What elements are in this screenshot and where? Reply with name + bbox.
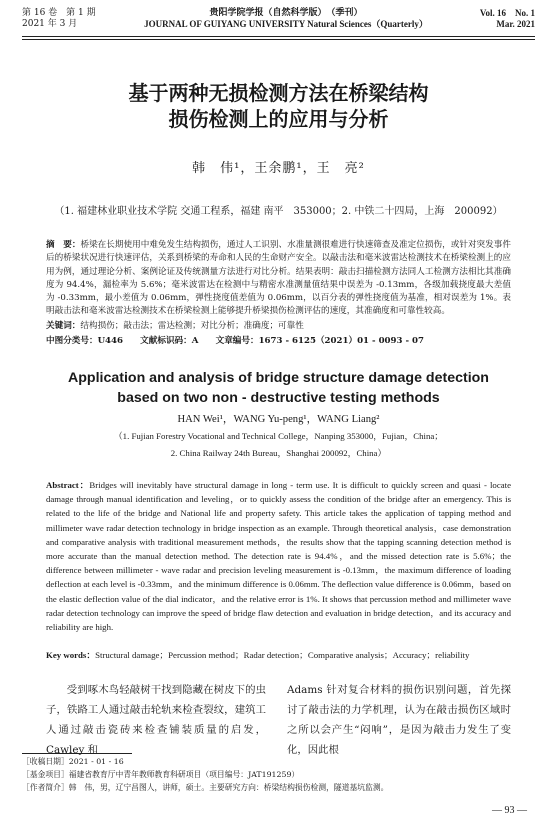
volume-number-en: Vol. 16 No. 1 (479, 8, 535, 18)
footnote-received: ［收稿日期］2021 - 01 - 16 (22, 757, 124, 766)
body-text-right-column: Adams 针对复合材料的损伤识别问题，首先探讨了敲击法的力学机理，认为在敲击损伤区域时之所以会产生“闷响”，是因为敲击力发生了变化，因此根 (287, 684, 511, 756)
title-cn-line-1: 基于两种无损检测方法在桥梁结构 (128, 81, 429, 105)
keywords-cn-label: 关键词： (46, 321, 81, 331)
volume-info-en (480, 8, 535, 30)
keywords-en (46, 648, 511, 661)
footnote-rule (22, 753, 132, 754)
issue-info (22, 8, 96, 30)
page-number: — 93 — (492, 805, 527, 816)
affiliation-en-line-2: 2. China Railway 24th Bureau，Shanghai 200092，China） (170, 448, 387, 458)
journal-name-cn: 贵阳学院学报（自然科学版） （季刊） (209, 8, 363, 18)
affiliation-cn: （1. 福建林业职业技术学院 交通工程系，福建 南平 353000；2. 中铁二十四局，上海 200092） (54, 206, 503, 217)
title-en-line-2: based on two non - destructive testing methods (117, 390, 440, 406)
issue-date: 2021 年 3 月 (22, 19, 78, 29)
footnote-fund: ［基金项目］福建省教育厅中青年教师教育科研项目（项目编号：JAT191259） (22, 770, 300, 779)
footnote-author: ［作者简介］韩 伟，男，辽宁昌图人，讲师，硕士。主要研究方向：桥梁结构损伤检测，隧道基坑监测。 (22, 783, 389, 792)
abstract-en-text: Bridges will inevitably have structural damage in long - term use. It is difficult to quickly screen and quasi - locate damage through manual identification and leveling，or to quickly assess the condition of the bridge after an emergency. This is related to the life of the bridge and National life and property safety. This article takes the application of tapping method and millimeter wave radar detection technology in bridge inspection as an example. Through theoretical analysis，case demonstration and comparative analysis with traditional measurement methods，the results show that the tapping scanning detection method is more accurate than the manual detection method. The detection rate is 94.4%，and the missed detection rate is 5.6%；the difference between millimeter - wave radar and precision leveling measurement is -0.13mm，the maximum difference of loading deflection at each level is -0.33mm，and the minimum difference is 0.06mm. The deflection value difference is 0.06mm，based on the elastic deflection value of the dial indicator，and the relative error is 1%. It shows that percussion method and millimeter wave radar detection technology can improve the speed of bridge flaw detection and evaluation in bridge detection，and its accuracy and reliability are high. (46, 480, 511, 633)
issue-date-en: Mar. 2021 (496, 19, 535, 29)
journal-name-en: JOURNAL OF GUIYANG UNIVERSITY Natural Sciences（Quarterly） (144, 19, 428, 29)
abstract-en (46, 478, 511, 634)
authors-cn: 韩 伟¹，王余鹏¹，王 亮² (192, 161, 365, 176)
keywords-en-label: Key words： (46, 650, 96, 660)
authors-en: HAN Wei¹，WANG Yu-peng¹，WANG Liang² (177, 414, 380, 425)
article-title-en (0, 368, 557, 408)
classification-cn: 中图分类号：U446 文献标识码：A 文章编号：1673 - 6125（2021）01 - 0093 - 07 (46, 336, 425, 346)
affiliation-en-line-1: （1. Fujian Forestry Vocational and Technical College，Nanping 353000，Fujian，China； (113, 431, 444, 441)
journal-header (22, 8, 535, 38)
header-rule-bottom (22, 39, 535, 40)
affiliation-en (0, 428, 557, 462)
keywords-en-text: Structural damage；Percussion method；Radar detection；Comparative analysis；Accuracy；reliability (95, 650, 470, 660)
body-text-left-column: 受到啄木鸟轻敲树干找到隐藏在树皮下的虫子，铁路工人通过敲击轮轨来检查裂纹，建筑工人通过敲击瓷砖来检查铺装质量的启发，Cawley 和 (46, 684, 266, 756)
keywords-cn (46, 320, 511, 333)
abstract-cn-text: 桥梁在长期使用中难免发生结构损伤，通过人工识别、水准量测很难进行快速筛查及准定位损伤，或针对突发事件后的桥梁状况进行快速评估，关系到桥梁的寿命和人民的生命财产安全。以敲击法和毫米波雷达检测技术在桥梁检测上的应用为例，通过理论分析、案例论证及传统测量方法进行对比分析。结果表明：敲击扫描检测方法同人工检测方法相比其准确度为 94.4%，漏检率为 5.6%；毫米波雷达在检测中与精密水准测量值结果中误差为 -0.13mm，各级加载挠度最大差值为 -0.33mm，最小差值为 0.06mm，弹性挠度值差值为 0.06mm，以百分表的弹性挠度值为基准，相对误差为 1%。表明敲击法和毫米波雷达检测技术在桥梁检测上能够提升桥梁损伤检测评估的速度，其准确度和可靠性较高。 (46, 240, 511, 317)
title-en-line-1: Application and analysis of bridge structure damage detection (68, 370, 489, 386)
keywords-cn-text: 结构损伤；敲击法；雷达检测；对比分析；准确度；可靠性 (80, 321, 304, 331)
header-rule-top (22, 36, 535, 37)
article-title-cn (0, 80, 557, 132)
journal-name (117, 8, 455, 30)
abstract-en-label: Abstract： (46, 480, 90, 490)
abstract-cn-label: 摘 要： (46, 240, 81, 250)
title-cn-line-2: 损伤检测上的应用与分析 (168, 107, 389, 131)
abstract-cn (46, 239, 511, 319)
volume-issue: 第 16 卷 第 1 期 (22, 8, 96, 18)
